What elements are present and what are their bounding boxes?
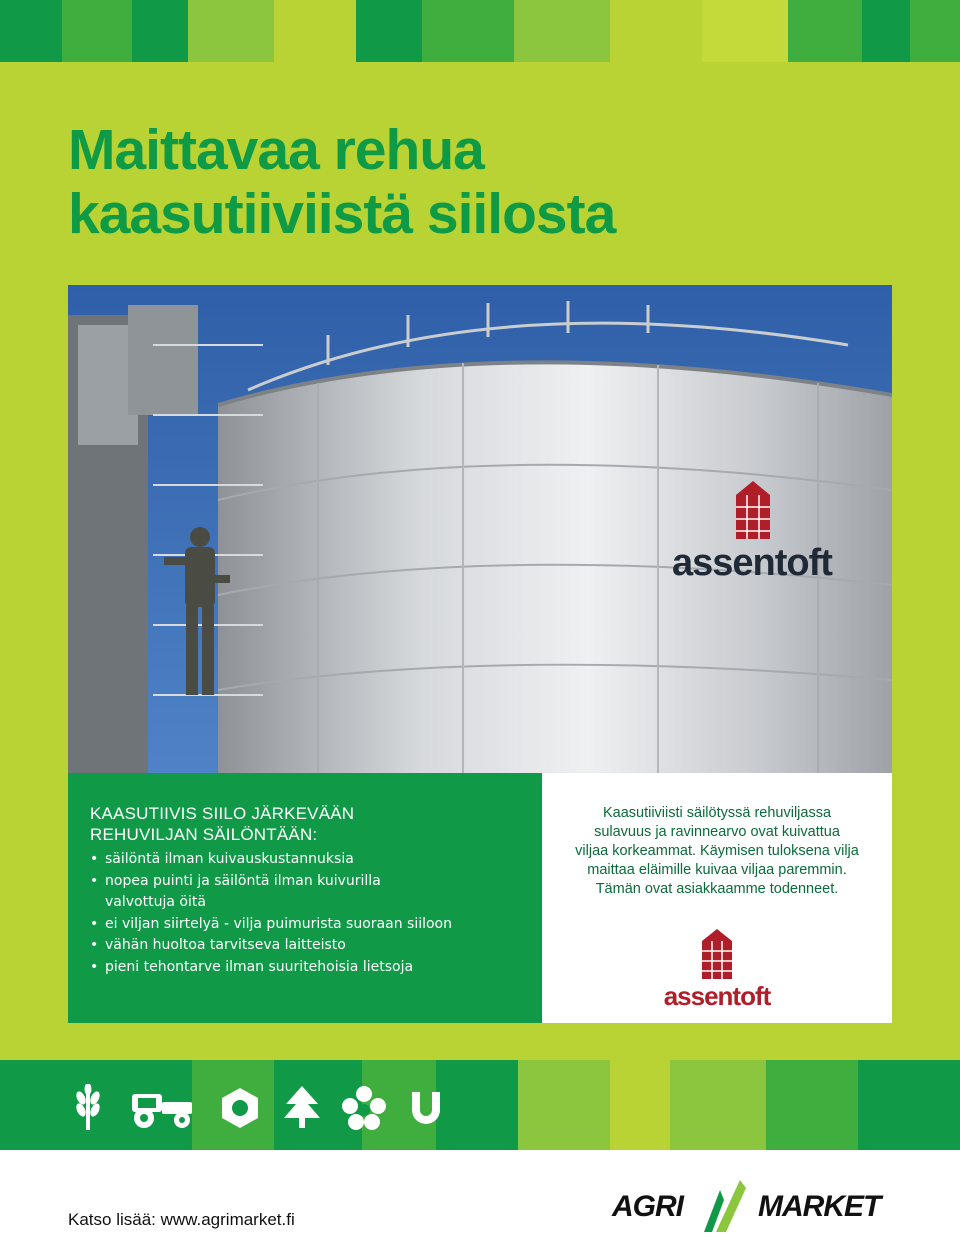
features-list bbox=[90, 849, 452, 978]
assentoft-logo bbox=[652, 929, 782, 1009]
feature-item bbox=[90, 849, 452, 871]
feature-item bbox=[90, 914, 452, 936]
feature-item bbox=[90, 871, 452, 893]
bullet: • bbox=[90, 937, 99, 953]
silo-photo bbox=[68, 285, 892, 773]
testimonial-box bbox=[542, 773, 892, 1023]
more-info-text: Katso lisää: www.agrimarket.fi bbox=[68, 1210, 295, 1229]
testimonial-line: sulavuus ja ravinnearvo ovat kuivattua bbox=[594, 824, 840, 840]
feature-item bbox=[90, 957, 452, 979]
features-title-line-1: KAASUTIIVIS SIILO JÄRKEVÄÄN bbox=[90, 804, 355, 823]
features-title-line-2: REHUVILJAN SÄILÖNTÄÄN: bbox=[90, 825, 318, 844]
assentoft-logo-text: assentoft bbox=[663, 981, 771, 1011]
assentoft-silo-icon bbox=[652, 929, 782, 981]
feature-item bbox=[90, 935, 452, 957]
nut-icon bbox=[218, 1086, 262, 1130]
testimonial-line: Kaasutiiviisti säilötyssä rehuviljassa bbox=[602, 805, 832, 821]
testimonial-line: Tämän ovat asiakkaamme todenneet. bbox=[595, 881, 839, 897]
feature-text: säilöntä ilman kuivauskustannuksia bbox=[105, 851, 354, 867]
top-stripe-band bbox=[0, 0, 960, 62]
agrimarket-leaf-icon bbox=[698, 1180, 760, 1232]
agrimarket-logo-right: MARKET bbox=[758, 1190, 881, 1223]
headline-line-1: Maittavaa rehua bbox=[68, 118, 484, 182]
feature-item-continuation bbox=[90, 892, 452, 914]
feature-text: vähän huoltoa tarvitseva laitteisto bbox=[105, 937, 346, 953]
feature-text: pieni tehontarve ilman suuritehoisia lietsoja bbox=[105, 958, 414, 975]
trees-icon bbox=[280, 1084, 324, 1132]
testimonial-line: maittaa eläimille kuivaa viljaa paremmin. bbox=[587, 862, 847, 878]
bullet: • bbox=[90, 958, 99, 975]
bullet: • bbox=[90, 872, 99, 889]
tractor-icon bbox=[126, 1086, 200, 1130]
agrimarket-logo-left: AGRI bbox=[612, 1190, 683, 1223]
testimonial-line: viljaa korkeammat. Käymisen tuloksena vilja bbox=[575, 843, 859, 859]
feature-text: valvottuja öitä bbox=[105, 894, 206, 910]
testimonial-text bbox=[542, 804, 892, 899]
category-icons bbox=[68, 1080, 448, 1136]
feature-text: ei viljan siirtelyä - vilja puimurista suoraan siiloon bbox=[105, 915, 452, 932]
silo-brand-text: assentoft bbox=[672, 542, 832, 584]
headline bbox=[68, 118, 615, 246]
bullet: • bbox=[90, 915, 99, 932]
horseshoe-icon bbox=[404, 1086, 448, 1130]
feature-text: nopea puinti ja säilöntä ilman kuivurilla bbox=[105, 872, 381, 889]
features-box bbox=[68, 773, 542, 1023]
bullet: • bbox=[90, 851, 99, 867]
headline-line-2: kaasutiiviistä siilosta bbox=[68, 182, 616, 246]
wheat-icon bbox=[68, 1084, 108, 1132]
agrimarket-logo bbox=[612, 1180, 892, 1232]
features-title bbox=[90, 803, 354, 845]
flower-icon bbox=[342, 1086, 386, 1130]
